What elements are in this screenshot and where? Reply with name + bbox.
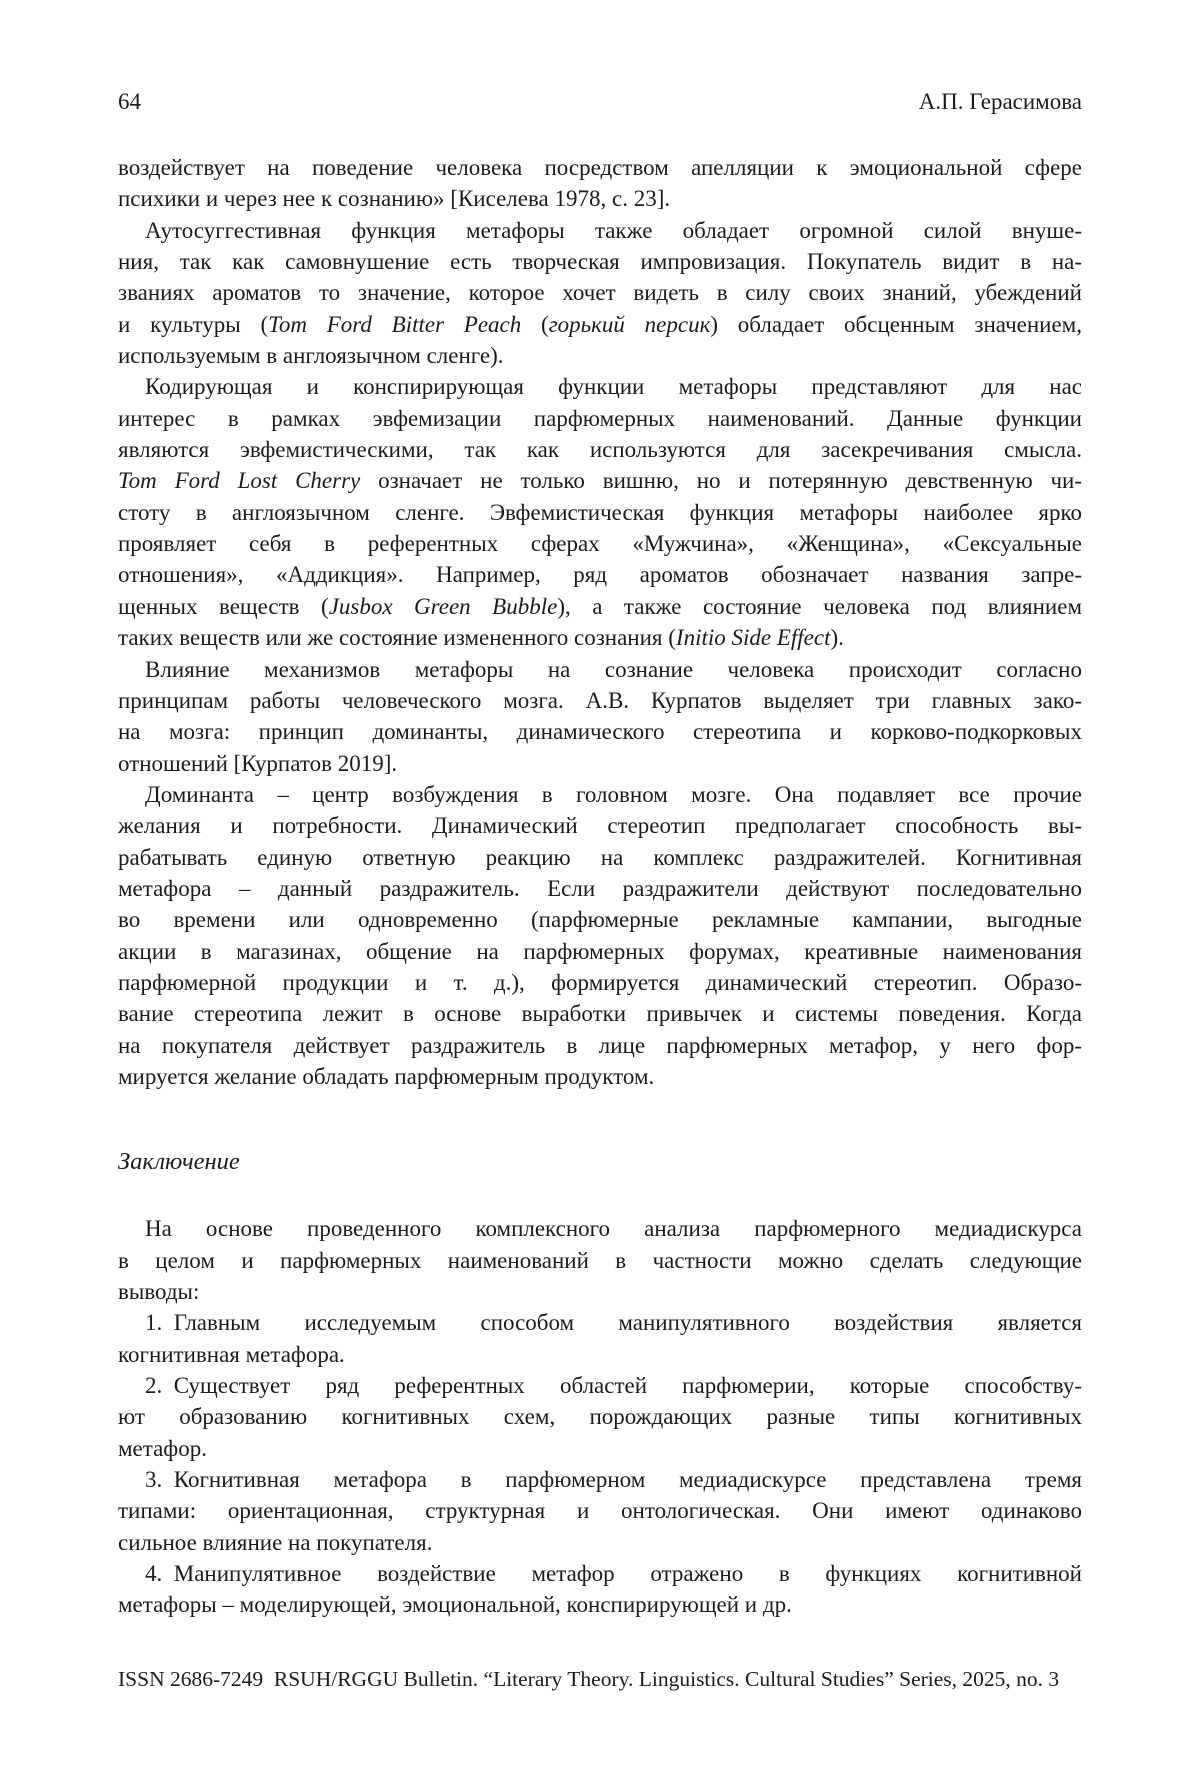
text-line: на покупателя действует раздражитель в лице парфюмерных метафор, у него фор- <box>118 1032 1082 1058</box>
text-line: когнитивная метафора. <box>118 1341 345 1367</box>
text-line: ют образованию когнитивных схем, порождающих разные типы когнитивных <box>118 1404 1082 1430</box>
text-line: щенных веществ (Jusbox Green Bubble), а также состояние человека под влиянием <box>118 593 1082 619</box>
text-line: мируется желание обладать парфюмерным продуктом. <box>118 1063 655 1089</box>
text-line: На основе проведенного комплексного анализа парфюмерного медиадискурса <box>145 1216 1082 1242</box>
section-heading-conclusion: Заключение <box>118 1148 240 1176</box>
text-line: Доминанта – центр возбуждения в головном мозге. Она подавляет все прочие <box>145 781 1082 807</box>
text-line: 3. Когнитивная метафора в парфюмерном медиадискурсе представлена тремя <box>145 1467 1082 1493</box>
text-line: принципам работы человеческого мозга. А.В. Курпатов выделяет три главных зако- <box>118 687 1082 713</box>
text-line: и культуры (Tom Ford Bitter Peach (горький персик) обладает обсценным значением, <box>118 311 1082 337</box>
text-line: являются эвфемистическими, так как используются для засекречивания смысла. <box>118 437 1082 463</box>
text-line: стоту в англоязычном сленге. Эвфемистическая функция метафоры наиболее ярко <box>118 499 1082 525</box>
text-line: метафор. <box>118 1435 207 1461</box>
text-line: 1. Главным исследуемым способом манипулятивного воздействия является <box>145 1310 1082 1336</box>
conclusion-item-2 <box>118 1370 1082 1464</box>
text-line: отношения», «Аддикция». Например, ряд ароматов обозначает названия запре- <box>118 562 1082 588</box>
paragraph-coding-conspiring <box>118 371 1082 653</box>
text-line: отношений [Курпатов 2019]. <box>118 750 398 776</box>
paragraph-dominanta <box>118 779 1082 1092</box>
text-line: воздействует на поведение человека посредством апелляции к эмоциональной сфере <box>118 155 1082 180</box>
text-line: сильное влияние на покупателя. <box>118 1529 433 1555</box>
italic-term: Jusbox Green Bubble <box>328 593 558 619</box>
author-name: А.П. Герасимова <box>918 89 1082 114</box>
italic-term: горький персик <box>548 311 711 337</box>
text-line: типами: ориентационная, структурная и онтологическая. Они имеют одинаково <box>118 1498 1082 1524</box>
text-line: вание стереотипа лежит в основе выработки привычек и системы поведения. Когда <box>118 1001 1082 1027</box>
footer-text: ISSN 2686-7249 RSUH/RGGU Bulletin. “Literary Theory. Linguistics. Cultural Studies” Series, 2025, no. 3 <box>118 1667 1060 1691</box>
text-line: 4. Манипулятивное воздействие метафор отражено в функциях когнитивной <box>145 1561 1082 1587</box>
text-line: таких веществ или же состояние измененного сознания (Initio Side Effect). <box>118 625 844 651</box>
text-line: Кодирующая и конспирирующая функции метафоры представляют для нас <box>145 374 1082 400</box>
italic-term: Initio Side Effect <box>675 625 831 651</box>
text-line: 2. Существует ряд референтных областей парфюмерии, которые способству- <box>145 1373 1082 1399</box>
text-line: метафора – данный раздражитель. Если раздражители действуют последовательно <box>118 875 1082 901</box>
text-line: выводы: <box>118 1279 200 1304</box>
text-line: метафоры – моделирующей, эмоциональной, конспирирующей и др. <box>118 1592 792 1618</box>
paragraph-conclusion-intro <box>118 1213 1082 1307</box>
text-line: интерес в рамках эвфемизации парфюмерных наименований. Данные функции <box>118 405 1082 431</box>
page-footer <box>118 1666 1082 1692</box>
article-body <box>118 152 1082 1621</box>
text-line: в целом и парфюмерных наименований в частности можно сделать следующие <box>118 1247 1082 1273</box>
text-line: психики и через нее к сознанию» [Киселева 1978, с. 23]. <box>118 186 671 212</box>
text-line: Влияние механизмов метафоры на сознание человека происходит согласно <box>145 656 1082 682</box>
paragraph-continuation <box>118 152 1082 215</box>
paragraph-autosuggestive <box>118 215 1082 372</box>
text-line: акции в магазинах, общение на парфюмерных форумах, креативные наименования <box>118 938 1082 964</box>
running-head <box>118 88 1082 116</box>
conclusion-item-4 <box>118 1558 1082 1621</box>
text-line: званиях ароматов то значение, которое хочет видеть в силу своих знаний, убеждений <box>118 280 1082 306</box>
text-line: рабатывать единую ответную реакцию на комплекс раздражителей. Когнитивная <box>118 844 1082 870</box>
text-line: парфюмерной продукции и т. д.), формируется динамический стереотип. Образо- <box>118 969 1082 995</box>
paragraph-brain-principles <box>118 654 1082 779</box>
italic-term: Tom Ford Bitter Peach <box>268 311 522 337</box>
text-line: ния, так как самовнушение есть творческая импровизация. Покупатель видит в на- <box>118 249 1082 275</box>
conclusion-item-3 <box>118 1464 1082 1558</box>
text-line: во времени или одновременно (парфюмерные рекламные кампании, выгодные <box>118 907 1082 933</box>
page-number: 64 <box>118 89 141 114</box>
text-line: на мозга: принцип доминанты, динамического стереотипа и корково-подкорковых <box>118 719 1082 745</box>
text-line: желания и потребности. Динамический стереотип предполагает способность вы- <box>118 813 1082 839</box>
text-line: используемым в англоязычном сленге). <box>118 343 504 369</box>
italic-term: Tom Ford Lost Cherry <box>118 468 361 494</box>
conclusion-item-1 <box>118 1307 1082 1370</box>
text-line: Tom Ford Lost Cherry означает не только вишню, но и потерянную девственную чи- <box>118 468 1082 494</box>
text-line: проявляет себя в референтных сферах «Мужчина», «Женщина», «Сексуальные <box>118 531 1082 557</box>
text-line: Аутосуггестивная функция метафоры также обладает огромной силой внуше- <box>145 217 1082 243</box>
